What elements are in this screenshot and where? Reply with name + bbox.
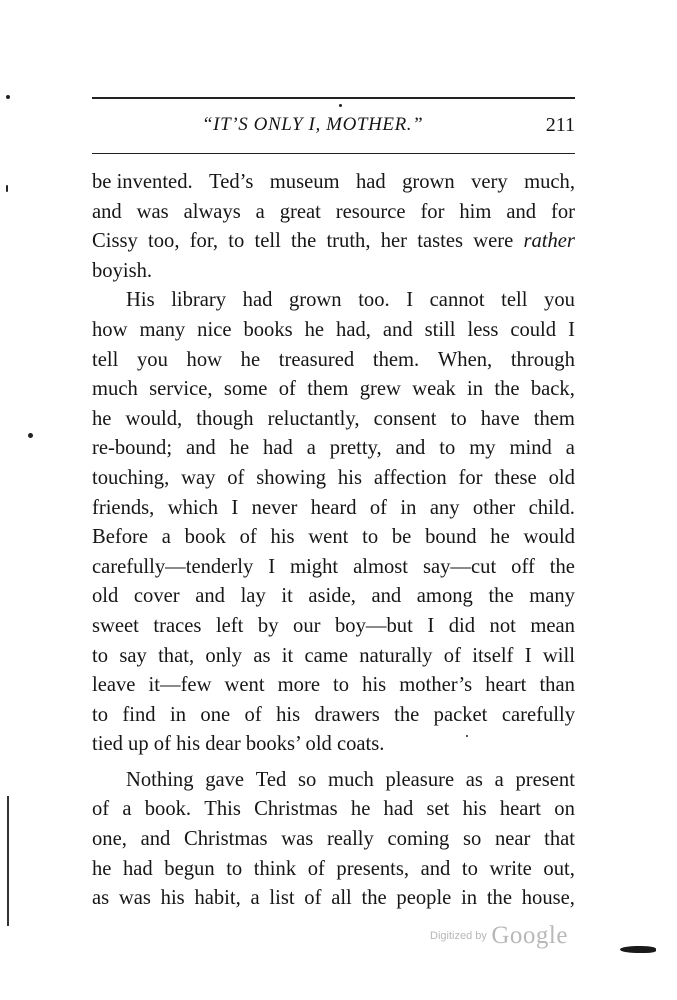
word: think (253, 857, 297, 880)
scan-speck (28, 433, 33, 438)
text-line (92, 168, 575, 198)
word: boyish. (92, 259, 153, 282)
word: a (161, 526, 171, 549)
text-line (92, 701, 575, 731)
word: for (420, 200, 445, 223)
word: and (382, 318, 413, 341)
word: presents, (336, 857, 410, 880)
text-line (92, 795, 575, 825)
word: of (304, 887, 322, 910)
word: did (448, 614, 476, 637)
word: and (195, 585, 225, 608)
word: left (215, 614, 244, 637)
word: cover (133, 585, 180, 608)
word: among (416, 585, 473, 608)
word: service, (149, 378, 213, 401)
word: them (533, 407, 575, 430)
word: you (136, 348, 168, 371)
word: one, (92, 828, 127, 851)
word: book. (144, 798, 192, 821)
word: was (281, 828, 314, 851)
word: the (486, 887, 512, 910)
word: a (565, 437, 575, 460)
word: many (139, 318, 186, 341)
word: was (136, 200, 169, 223)
word: mean (530, 614, 575, 637)
word: had, (336, 318, 371, 341)
word: other (472, 496, 516, 519)
header-rule-top (92, 97, 575, 99)
word: in (170, 703, 187, 726)
word: them (307, 378, 349, 401)
word: Ted’s (209, 171, 254, 193)
word: the (549, 555, 575, 578)
word: carefully (501, 703, 575, 726)
word: heard (310, 496, 357, 519)
word: book (184, 526, 226, 549)
word: great (279, 200, 321, 223)
word: were (473, 230, 514, 253)
word: Cissy (92, 230, 138, 253)
word: re-bound; (92, 437, 173, 460)
word: in (466, 378, 484, 401)
word: had (123, 857, 153, 880)
word: them. (372, 348, 420, 371)
word: pleasure (385, 768, 455, 791)
word: friends, (92, 496, 155, 519)
word: her (380, 230, 407, 253)
word: set (426, 798, 450, 821)
word: I (524, 644, 532, 667)
word: could (510, 318, 557, 341)
word: always (183, 200, 241, 223)
word: would, (125, 407, 183, 430)
word: of (92, 798, 110, 821)
running-head (92, 114, 575, 144)
word: to (228, 230, 245, 253)
word: Nothing (126, 768, 194, 791)
word: of (278, 378, 296, 401)
word: that, (158, 644, 195, 667)
text-line (92, 405, 575, 435)
word: he (92, 407, 112, 430)
word: tell (92, 348, 119, 371)
word: so (298, 768, 317, 791)
text-line (92, 612, 575, 642)
text-line (92, 257, 575, 287)
text-line (92, 346, 575, 376)
word: as (465, 768, 483, 791)
word: affection (373, 466, 447, 489)
word: to (362, 526, 379, 549)
word: much (328, 768, 374, 791)
word: many (529, 585, 575, 608)
word: mind (509, 437, 552, 460)
watermark-prefix: Digitized by (430, 930, 487, 942)
word: nice (197, 318, 232, 341)
word: His (126, 289, 155, 312)
word: back, (530, 378, 575, 401)
text-line (92, 825, 575, 855)
word: gave (205, 768, 245, 791)
text-line (92, 766, 575, 796)
word: though (196, 407, 254, 430)
word: treasured (278, 348, 355, 371)
word: through (510, 348, 575, 371)
word: than (539, 674, 575, 697)
word: I (568, 318, 575, 341)
word: and (395, 437, 426, 460)
word: carefully—tenderly (92, 555, 254, 578)
margin-scan-line (7, 796, 9, 926)
word: list (269, 887, 295, 910)
word: tied up of his dear books’ old coats. (92, 733, 385, 756)
word: which (167, 496, 219, 519)
word: say (119, 644, 147, 667)
word: naturally (359, 644, 433, 667)
word: of (369, 496, 388, 519)
word: Christmas (184, 828, 268, 851)
word: to (92, 644, 109, 667)
word: child. (528, 496, 575, 519)
text-line (92, 434, 575, 464)
word: be invented. (92, 171, 193, 193)
word: itself (472, 644, 514, 667)
word: and (186, 437, 216, 460)
word: coming (387, 828, 450, 851)
word: house, (521, 887, 575, 910)
word: as (253, 644, 271, 667)
word: be (391, 526, 412, 549)
text-line (92, 855, 575, 885)
word: really (326, 828, 374, 851)
word: lay (240, 585, 266, 608)
word: find (122, 703, 156, 726)
word: present (515, 768, 575, 791)
word: these (494, 466, 537, 489)
word: a (255, 200, 265, 223)
text-line (92, 642, 575, 672)
word: boy—but (334, 614, 413, 637)
word: When, (437, 348, 493, 371)
word: had (242, 289, 273, 312)
word: leave (92, 674, 136, 697)
word: the (488, 585, 514, 608)
word: and (420, 857, 451, 880)
word: of (227, 466, 245, 489)
word: he (229, 437, 250, 460)
word: museum (269, 171, 340, 193)
word: tell (501, 289, 528, 312)
word: reluctantly, (267, 407, 360, 430)
word: sweet (92, 614, 139, 637)
word: the (394, 703, 420, 726)
word: his (462, 798, 487, 821)
word: Before (92, 526, 149, 549)
word: the (361, 887, 387, 910)
word: more (277, 674, 320, 697)
word: of (244, 703, 262, 726)
word: never (251, 496, 298, 519)
scan-speck (6, 185, 8, 192)
text-line (92, 494, 575, 524)
word: came (304, 644, 348, 667)
word: touching, (92, 466, 170, 489)
word: of (443, 644, 461, 667)
word: for (458, 466, 483, 489)
word: I (427, 614, 435, 637)
word: I (406, 289, 414, 312)
word: less (467, 318, 499, 341)
word: that (544, 828, 575, 851)
word: he (350, 798, 371, 821)
word: Ted (255, 768, 287, 791)
word: only (205, 644, 243, 667)
word: a (306, 437, 316, 460)
word: much, (524, 171, 575, 193)
text-line (92, 286, 575, 316)
word: near (494, 828, 531, 851)
text-line (92, 198, 575, 228)
word: had (263, 437, 293, 460)
word: the (291, 230, 317, 253)
word: on (554, 798, 575, 821)
word: it—few (148, 674, 212, 697)
scan-speck (466, 735, 468, 737)
word: habit, (194, 887, 241, 910)
word: his (270, 526, 295, 549)
scan-speck (6, 95, 10, 99)
word: out, (543, 857, 575, 880)
scan-speck (339, 104, 342, 107)
word: grew (359, 378, 401, 401)
word: too, (148, 230, 180, 253)
word: and (506, 200, 537, 223)
word: any (429, 496, 460, 519)
word: the (494, 378, 520, 401)
word: all (331, 887, 352, 910)
word: will (542, 644, 575, 667)
word: rather (523, 230, 575, 253)
word: almost (353, 555, 408, 578)
corner-ink-blot (620, 946, 656, 953)
word: his (362, 674, 387, 697)
word: our (293, 614, 321, 637)
word: might (290, 555, 339, 578)
word: not (489, 614, 516, 637)
text-line (92, 316, 575, 346)
word: grown (402, 171, 455, 193)
word: he (490, 526, 510, 549)
word: library (171, 289, 227, 312)
word: very (471, 171, 508, 193)
word: you (544, 289, 575, 312)
word: how (92, 318, 128, 341)
word: a (250, 887, 260, 910)
word: and (140, 828, 171, 851)
word: he (304, 318, 325, 341)
word: had (355, 171, 386, 193)
google-logo: Google (491, 922, 568, 949)
word: to (92, 703, 109, 726)
word: went (308, 526, 349, 549)
word: aside, (308, 585, 356, 608)
text-line (92, 375, 575, 405)
running-title: “IT’S ONLY I, MOTHER.” (202, 114, 424, 135)
word: resource (335, 200, 406, 223)
word: write (489, 857, 532, 880)
text-line (92, 671, 575, 701)
text-line (92, 582, 575, 612)
word: off (511, 555, 535, 578)
word: weak (412, 378, 456, 401)
word: tastes (417, 230, 463, 253)
word: showing (256, 466, 327, 489)
word: to (450, 407, 467, 430)
text-line (92, 553, 575, 583)
word: begun (164, 857, 215, 880)
text-line (92, 884, 575, 914)
word: cannot (429, 289, 485, 312)
word: to (461, 857, 478, 880)
word: in (461, 887, 478, 910)
word: his (337, 466, 362, 489)
word: to (333, 674, 350, 697)
digitized-by-google-watermark (430, 922, 568, 950)
word: went (224, 674, 265, 697)
word: by (257, 614, 279, 637)
word: grown (288, 289, 342, 312)
word: was (118, 887, 151, 910)
text-line (92, 464, 575, 494)
word: my (469, 437, 496, 460)
word: and (92, 200, 122, 223)
word: This (204, 798, 241, 821)
word: heart (499, 798, 542, 821)
word: for, (189, 230, 219, 253)
word: one (200, 703, 231, 726)
text-line (92, 523, 575, 553)
word: packet (433, 703, 488, 726)
word: had (383, 798, 414, 821)
word: for (550, 200, 575, 223)
header-rule-bottom (92, 153, 575, 154)
word: old (92, 585, 119, 608)
word: drawers (314, 703, 380, 726)
word: tell (254, 230, 281, 253)
word: to (226, 857, 243, 880)
word: it (281, 585, 293, 608)
word: much (92, 378, 138, 401)
word: heart (485, 674, 527, 697)
word: pretty, (329, 437, 382, 460)
word: his (160, 887, 185, 910)
word: still (424, 318, 456, 341)
word: traces (153, 614, 202, 637)
text-line (92, 730, 575, 760)
word: say—cut (422, 555, 497, 578)
word: a (122, 798, 132, 821)
word: have (480, 407, 520, 430)
word: would (523, 526, 575, 549)
word: of (307, 857, 325, 880)
word: to (439, 437, 456, 460)
word: Christmas (254, 798, 338, 821)
word: as (92, 887, 110, 910)
word: consent (373, 407, 437, 430)
word: I (231, 496, 239, 519)
word: he (240, 348, 261, 371)
word: his (276, 703, 301, 726)
word: in (400, 496, 417, 519)
word: of (239, 526, 257, 549)
word: too. (358, 289, 390, 312)
body-text (92, 168, 575, 914)
text-line (92, 227, 575, 257)
word: it (281, 644, 294, 667)
word: people (396, 887, 452, 910)
word: books (243, 318, 293, 341)
word: I (268, 555, 276, 578)
word: and (371, 585, 402, 608)
word: him (459, 200, 492, 223)
word: truth, (326, 230, 371, 253)
word: mother’s (399, 674, 473, 697)
page-number: 211 (545, 114, 575, 136)
word: some (223, 378, 268, 401)
word: how (186, 348, 222, 371)
word: bound (425, 526, 477, 549)
word: he (92, 857, 112, 880)
word: so (462, 828, 482, 851)
word: old (548, 466, 575, 489)
word: a (494, 768, 504, 791)
word: way (181, 466, 216, 489)
